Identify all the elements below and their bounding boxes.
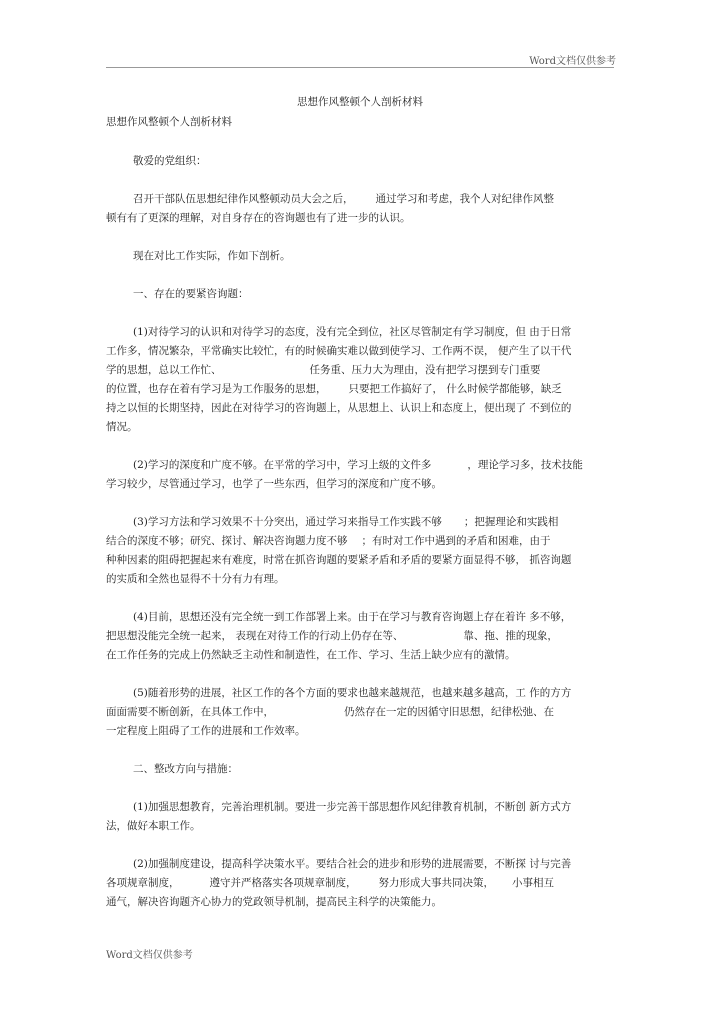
intro-paragraph: 召开干部队伍思想纪律作风整顿动员大会之后， 通过学习和考虑，我个人对纪律作风整 顿有有了更深的理解，对自身存在的咨询题也有了进一步的认识。 [106,193,554,224]
salutation: 敬爱的党组织： [133,155,207,167]
issue-1-paragraph: (1)对待学习的认识和对待学习的态度，没有完全到位，社区尽管制定有学习制度，但 由于日常 工作多，情况繁杂，平常确实比较忙，有的时候确实难以做到使学习、工作两不误， 便产生了以干代 学的思想，总以工作忙、 任务重、压力大为理由，没有把学习摆到专门重要 的位置，也存在着有学习是为工作服务的思想， 只要把工作搞好了， 什么时候学都能够，缺乏 持之以恒的长期坚持，因此在对待学习的咨询题上，从思想上、认识上和态度上，便出现了 不到位的 情况。 [106,326,572,433]
issue-5-paragraph: (5)随着形势的进展，社区工作的各个方面的要求也越来越规范，也越来越多越高，工 作的方方 面面需要不断创新，在具体工作中， 仍然存在一定的因循守旧思想，纪律松弛、在 一定程度上阻碍了工作的进展和工作效率。 [106,687,572,737]
section-2-heading: 二、整改方向与措施： [133,763,238,775]
issue-2-paragraph: (2)学习的深度和广度不够。在平常的学习中，学习上级的文件多 ，理论学习多，技术技能 学习较少，尽管通过学习，也学了一些东西，但学习的深度和广度不够。 [106,459,583,490]
document-body [106,152,616,931]
header-note: Word文档仅供参考 [529,56,616,67]
measure-1-paragraph: (1)加强思想教育，完善治理机制。要进一步完善干部思想作风纪律教育机制，不断创 新方式方 法，做好本职工作。 [106,801,572,832]
document-title: 思想作风整顿个人剖析材料 [297,96,423,108]
analysis-line: 现在对比工作实际，作如下剖析。 [133,250,291,262]
section-1-heading: 一、存在的要紧咨询题： [133,288,249,300]
document-subtitle: 思想作风整顿个人剖析材料 [106,116,232,128]
measure-2-paragraph: (2)加强制度建设，提高科学决策水平。要结合社会的进步和形势的进展需要，不断探 讨与完善 各项规章制度， 遵守并严格落实各项规章制度， 努力形成大事共同决策， 小事相互 通气，解决咨询题齐心协力的党政领导机制，提高民主科学的决策能力。 [106,858,572,908]
issue-4-paragraph: (4)目前，思想还没有完全统一到工作部署上来。由于在学习与教育咨询题上存在着许 多不够， 把思想没能完全统一起来， 表现在对待工作的行动上仍存在等、 靠、拖、推的现象， 在工作任务的完成上仍然缺乏主动性和制造性，在工作、学习、生活上缺少应有的激情。 [106,611,572,661]
header-rule [106,67,614,68]
footer-note: Word文档仅供参考 [106,950,193,961]
issue-3-paragraph: (3)学习方法和学习效果不十分突出，通过学习来指导工作实践不够 ；把握理论和实践相 结合的深度不够；研究、探讨、解决咨询题力度不够 ；有时对工作中遇到的矛盾和困难，由于 种种因素的阻碍把握起来有难度，时常在抓咨询题的要紧矛盾和矛盾的要紧方面显得不够， 抓咨询题 的实质和全然也显得不十分有力有理。 [106,516,572,585]
